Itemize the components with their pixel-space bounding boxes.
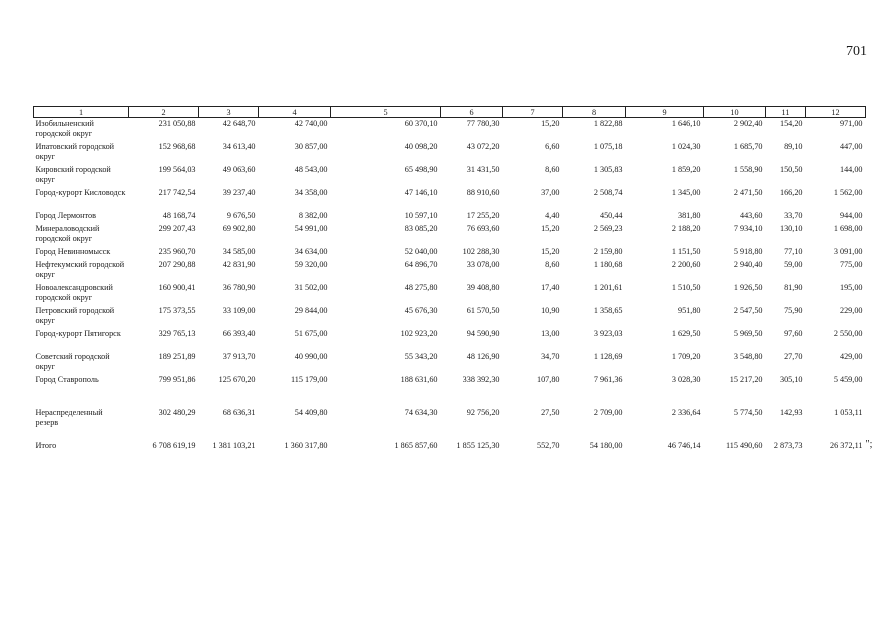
table-cell: 26 372,11 "; [830,439,873,450]
table-cell: 48 543,00 [294,165,328,174]
table-cell: 34,70 [541,352,560,361]
row-label: Ипатовский городской округ [35,142,115,161]
table-cell: 88 910,60 [466,188,500,197]
table-cell: 381,80 [677,211,701,220]
table-cell: 17,40 [541,283,560,292]
table-cell: 102 288,30 [462,247,500,256]
table-cell: 2 200,60 [671,260,701,269]
table-cell: 154,20 [779,119,803,128]
table-cell: 3 548,80 [733,352,763,361]
table-cell: 40 990,00 [294,352,328,361]
page-number: 701 [846,44,867,59]
table-cell: 83 085,20 [404,224,438,233]
table-cell: 48 126,90 [466,352,500,361]
table-cell: 27,70 [784,352,803,361]
table-cell: 31 502,00 [294,283,328,292]
table-cell: 76 693,60 [466,224,500,233]
table-cell: 7 961,36 [593,375,623,384]
table-cell: 54 180,00 [589,441,623,450]
table-cell: 1 201,61 [593,283,623,292]
table-cell: 1 510,50 [671,283,701,292]
table-cell: 235 960,70 [158,247,196,256]
table-row [34,282,866,305]
table-cell: 34 634,00 [294,247,328,256]
table-cell: 2 188,20 [671,224,701,233]
table-row [34,407,866,440]
row-label: Город Ставрополь [35,375,99,384]
table-cell: 1 558,90 [733,165,763,174]
table-cell: 2 940,40 [733,260,763,269]
table-row [34,328,866,351]
table-row [34,351,866,374]
table-cell: 8,60 [545,260,560,269]
table-cell: 552,70 [536,441,560,450]
table-cell: 5 774,50 [733,408,763,417]
table-row [34,141,866,164]
table-cell: 4,40 [545,211,560,220]
table-cell: 2 902,40 [733,119,763,128]
closing-quote-mark: "; [865,439,873,450]
row-label: Нераспределенный резерв [35,408,103,427]
column-header: 2 [129,107,199,118]
table-cell: 107,80 [536,375,560,384]
table-cell: 1 822,88 [593,119,623,128]
table-cell: 166,20 [779,188,803,197]
table-cell: 52 040,00 [404,247,438,256]
table-cell: 2 569,23 [593,224,623,233]
table-cell: 33 109,00 [222,306,256,315]
table-cell: 54 991,00 [294,224,328,233]
table-cell: 9 676,50 [226,211,256,220]
table-cell: 160 900,41 [158,283,196,292]
table-row [34,246,866,259]
table-cell: 305,10 [779,375,803,384]
table-row [34,187,866,210]
table-cell: 1 859,20 [671,165,701,174]
table-cell: 43 072,20 [466,142,500,151]
table-cell: 1 646,10 [671,119,701,128]
table-cell: 5 918,80 [733,247,763,256]
table-cell: 2 508,74 [593,188,623,197]
table-cell: 1 865 857,60 [394,441,438,450]
table-cell: 2 336,64 [671,408,701,417]
table-cell: 115 179,00 [290,375,328,384]
table-cell: 1 358,65 [593,306,623,315]
table-cell: 77,10 [784,247,803,256]
table-cell: 1 075,18 [593,142,623,151]
column-header: 11 [766,107,806,118]
table-cell: 42 648,70 [222,119,256,128]
table-cell: 13,00 [541,329,560,338]
table-cell: 217 742,54 [158,188,196,197]
table-cell: 59 320,00 [294,260,328,269]
table-cell: 42 831,90 [222,260,256,269]
table-cell: 1 128,69 [593,352,623,361]
table-cell: 92 756,20 [466,408,500,417]
table-cell: 1 305,83 [593,165,623,174]
table-cell: 51 675,00 [294,329,328,338]
table-cell: 40 098,20 [404,142,438,151]
column-header: 12 [806,107,866,118]
table-cell: 29 844,00 [294,306,328,315]
row-label: Итого [35,441,57,450]
table-cell: 2 550,00 [833,329,863,338]
table-cell: 1 345,00 [671,188,701,197]
table-cell: 3 028,30 [671,375,701,384]
table-cell: 447,00 [839,142,863,151]
table-cell: 34 358,00 [294,188,328,197]
table-cell: 944,00 [839,211,863,220]
table-cell: 1 685,70 [733,142,763,151]
header-row [34,107,866,118]
table-cell: 429,00 [839,352,863,361]
table-cell: 142,93 [779,408,803,417]
column-header: 4 [259,107,331,118]
table-cell: 45 676,30 [404,306,438,315]
table-cell: 33,70 [784,211,803,220]
table-cell: 15,20 [541,119,560,128]
table-cell: 54 409,80 [294,408,328,417]
table-cell: 1 053,11 [834,408,863,417]
table-cell: 68 636,31 [222,408,256,417]
table-cell: 8,60 [545,165,560,174]
table-cell: 89,10 [784,142,803,151]
row-label: Минераловодский городской округ [35,224,100,243]
table-cell: 97,60 [784,329,803,338]
table-cell: 299 207,43 [158,224,196,233]
table-cell: 8 382,00 [298,211,328,220]
table-cell: 207 290,88 [158,260,196,269]
table-cell: 971,00 [839,119,863,128]
table-cell: 775,00 [839,260,863,269]
table-cell: 2 547,50 [733,306,763,315]
table-cell: 61 570,50 [466,306,500,315]
table-cell: 189 251,89 [158,352,196,361]
table-cell: 48 168,74 [162,211,196,220]
table-row [34,440,866,463]
column-header: 1 [34,107,129,118]
table-cell: 5 459,00 [833,375,863,384]
table-cell: 152 968,68 [158,142,196,151]
row-label: Новоалександровский городской округ [35,283,113,302]
table-row [34,210,866,223]
table-cell: 10,90 [541,306,560,315]
row-label: Изобильненский городской округ [35,119,94,138]
table-cell: 66 393,40 [222,329,256,338]
table-cell: 47 146,10 [404,188,438,197]
table-cell: 450,44 [599,211,623,220]
column-header: 7 [503,107,563,118]
table-cell: 39 237,40 [222,188,256,197]
table-cell: 1 381 103,21 [212,441,256,450]
table-cell: 443,60 [739,211,763,220]
table-cell: 36 780,90 [222,283,256,292]
table-cell: 302 480,29 [158,408,196,417]
table-cell: 2 873,73 [773,441,803,450]
row-label: Город-курорт Кисловодск [35,188,126,197]
table-cell: 17 255,20 [466,211,500,220]
table-cell: 1 360 317,80 [284,441,328,450]
table-cell: 15,20 [541,247,560,256]
table-cell: 65 498,90 [404,165,438,174]
table-cell: 15,20 [541,224,560,233]
table-cell: 1 855 125,30 [456,441,500,450]
table-cell: 125 670,20 [218,375,256,384]
column-header: 6 [441,107,503,118]
table-cell: 39 408,80 [466,283,500,292]
table-cell: 6 708 619,19 [152,441,196,450]
column-header: 5 [331,107,441,118]
row-label: Нефтекумский городской округ [35,260,125,279]
table-cell: 229,00 [839,306,863,315]
table-cell: 37 913,70 [222,352,256,361]
table-cell: 77 780,30 [466,119,500,128]
table-cell: 1 629,50 [671,329,701,338]
table-row [34,259,866,282]
table-cell: 1 151,50 [671,247,701,256]
table-cell: 175 373,55 [158,306,196,315]
row-label: Советский городской округ [35,352,110,371]
table-cell: 150,50 [779,165,803,174]
table-cell: 27,50 [541,408,560,417]
row-label: Город Лермонтов [35,211,96,220]
table-row [34,374,866,407]
table-cell: 1 562,00 [833,188,863,197]
table-cell: 329 765,13 [158,329,196,338]
table-cell: 1 180,68 [593,260,623,269]
table-cell: 34 585,00 [222,247,256,256]
table-cell: 49 063,60 [222,165,256,174]
table-cell: 338 392,30 [462,375,500,384]
table-cell: 33 078,00 [466,260,500,269]
table-cell: 188 631,60 [400,375,438,384]
table-cell: 1 698,00 [833,224,863,233]
table-cell: 48 275,80 [404,283,438,292]
table-row [34,223,866,246]
table-cell: 1 709,20 [671,352,701,361]
table-cell: 64 896,70 [404,260,438,269]
table-cell: 951,80 [677,306,701,315]
table-cell: 144,00 [839,165,863,174]
table-cell: 59,00 [784,260,803,269]
column-header: 3 [199,107,259,118]
table-cell: 37,00 [541,188,560,197]
table-cell: 75,90 [784,306,803,315]
table-cell: 10 597,10 [404,211,438,220]
table-cell: 69 902,80 [222,224,256,233]
table-row [34,164,866,187]
table-cell: 130,10 [779,224,803,233]
table-cell: 7 934,10 [733,224,763,233]
row-label: Петровский городской округ [35,306,115,325]
table-cell: 2 159,80 [593,247,623,256]
table-cell: 3 923,03 [593,329,623,338]
table-cell: 231 050,88 [158,119,196,128]
column-header: 8 [563,107,626,118]
table-cell: 115 490,60 [725,441,763,450]
table-cell: 55 343,20 [404,352,438,361]
table-cell: 3 091,00 [833,247,863,256]
column-header: 10 [704,107,766,118]
table-cell: 195,00 [839,283,863,292]
table-cell: 15 217,20 [729,375,763,384]
table-cell: 1 926,50 [733,283,763,292]
table-cell: 42 740,00 [294,119,328,128]
table-cell: 30 857,00 [294,142,328,151]
table-cell: 60 370,10 [404,119,438,128]
table-cell: 799 951,86 [158,375,196,384]
table-cell: 199 564,03 [158,165,196,174]
column-header: 9 [626,107,704,118]
table-cell: 5 969,50 [733,329,763,338]
table-cell: 6,60 [545,142,560,151]
row-label: Город Невинномысск [35,247,111,256]
table-cell: 2 471,50 [733,188,763,197]
table-cell: 34 613,40 [222,142,256,151]
row-label: Кировский городской округ [35,165,111,184]
table-cell: 74 634,30 [404,408,438,417]
table-row [34,118,866,142]
table-row [34,305,866,328]
table-cell: 81,90 [784,283,803,292]
table-cell: 31 431,50 [466,165,500,174]
row-label: Город-курорт Пятигорск [35,329,121,338]
table-cell: 1 024,30 [671,142,701,151]
table-cell: 102 923,20 [400,329,438,338]
table-cell: 94 590,90 [466,329,500,338]
table-cell: 2 709,00 [593,408,623,417]
table-cell: 46 746,14 [667,441,701,450]
budget-table [33,106,873,463]
